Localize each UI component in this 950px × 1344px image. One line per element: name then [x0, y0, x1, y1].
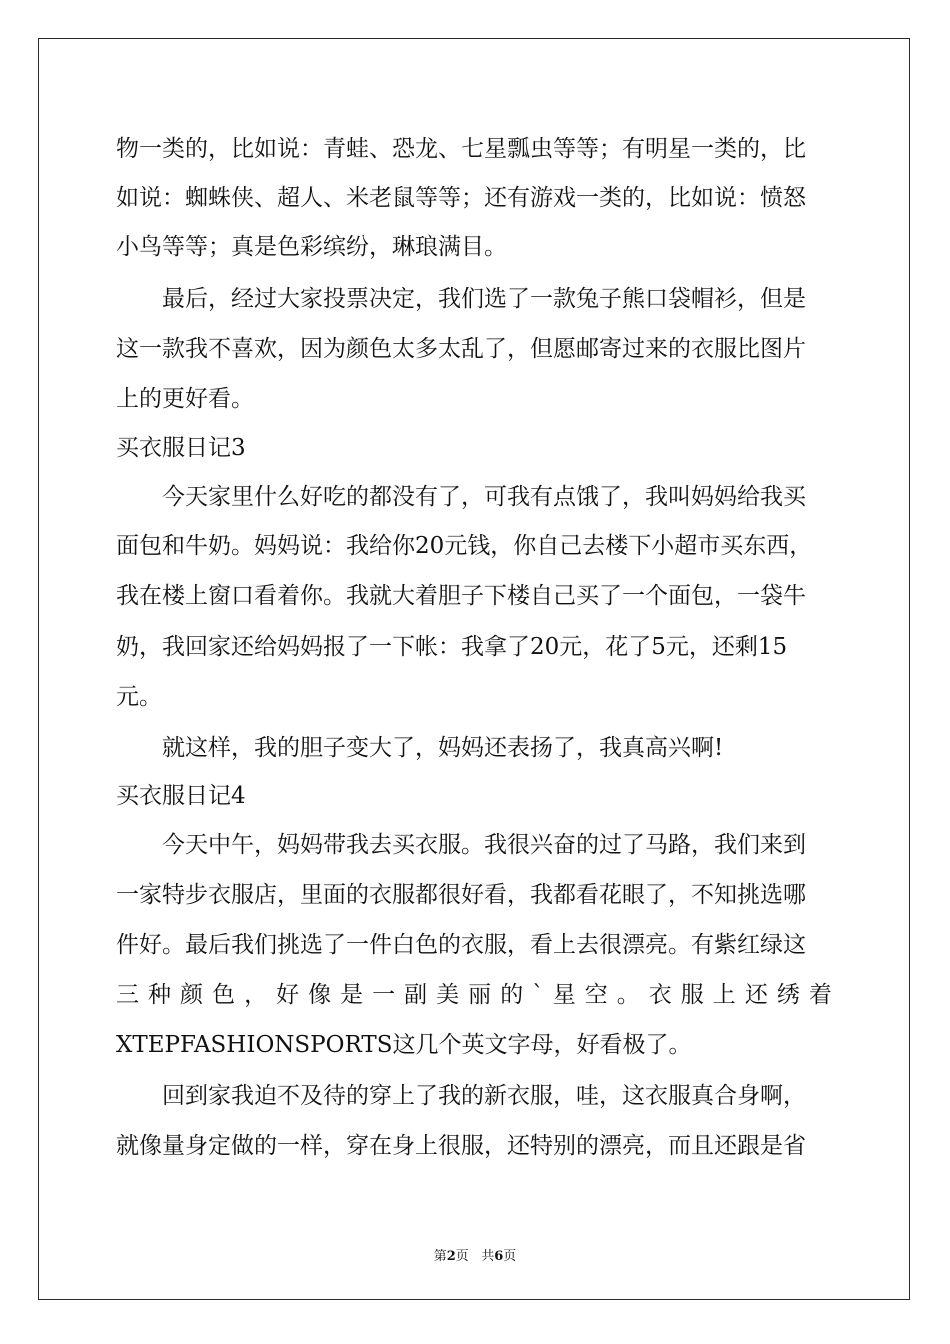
text-line: 我在楼上窗口看着你。我就大着胆子下楼自己买了一个面包，一袋牛	[116, 583, 806, 609]
text-char: 丽	[468, 982, 492, 1008]
text-char: 色	[212, 982, 236, 1008]
text-line: 就像量身定做的一样，穿在身上很服，还特别的漂亮，而且还跟是省	[116, 1133, 806, 1159]
justified-text-line	[116, 980, 832, 1010]
text-line: 元。	[116, 684, 162, 710]
text-line: 就这样，我的胆子变大了，妈妈还表扬了，我真高兴啊!	[116, 735, 724, 761]
text-char: 服	[680, 982, 704, 1008]
text-char: 副	[404, 982, 428, 1008]
text-line: 回到家我迫不及待的穿上了我的新衣服，哇，这衣服真合身啊，	[116, 1083, 806, 1109]
text-line: 件好。最后我们挑选了一件白色的衣服，看上去很漂亮。有紫红绿这	[116, 932, 806, 958]
text-line: 奶，我回家还给妈妈报了一下帐：我拿了20元，花了5元，还剩15	[116, 634, 788, 660]
text-line: XTEPFASHIONSPORTS这几个英文字母，好看极了。	[116, 1032, 692, 1058]
text-char: `	[532, 982, 544, 1008]
text-char: 着	[808, 982, 832, 1008]
text-char: 颜	[180, 982, 204, 1008]
text-char: 。	[616, 982, 640, 1008]
text-line: 最后，经过大家投票决定，我们选了一款兔子熊口袋帽衫，但是	[116, 286, 806, 312]
total-suffix: 页	[503, 1249, 517, 1264]
page-prefix: 第	[433, 1249, 447, 1264]
page-suffix: 页	[455, 1249, 469, 1264]
section-heading: 买衣服日记3	[116, 435, 246, 461]
text-char: 美	[436, 982, 460, 1008]
text-line: 如说：蜘蛛侠、超人、米老鼠等等；还有游戏一类的，比如说：愤怒	[116, 185, 806, 211]
text-char: 空	[584, 982, 608, 1008]
text-line: 面包和牛奶。妈妈说：我给你20元钱，你自己去楼下小超市买东西，	[116, 533, 813, 559]
text-line: 上的更好看。	[116, 386, 254, 412]
text-char: 好	[276, 982, 300, 1008]
text-line: 今天家里什么好吃的都没有了，可我有点饿了，我叫妈妈给我买	[116, 484, 806, 510]
text-char: 还	[744, 982, 768, 1008]
text-char: 种	[148, 982, 172, 1008]
page-number: 2	[446, 1249, 456, 1264]
text-char: 绣	[776, 982, 800, 1008]
total-pages: 6	[494, 1249, 504, 1264]
total-prefix: 共	[481, 1249, 495, 1264]
text-line: 物一类的，比如说：青蛙、恐龙、七星瓢虫等等；有明星一类的，比	[116, 136, 806, 162]
text-char: 上	[712, 982, 736, 1008]
text-line: 这一款我不喜欢，因为颜色太多太乱了，但愿邮寄过来的衣服比图片	[116, 336, 806, 362]
text-line: 小鸟等等；真是色彩缤纷，琳琅满目。	[116, 234, 507, 260]
section-heading: 买衣服日记4	[116, 783, 246, 809]
page-footer	[0, 1245, 950, 1264]
text-char: 的	[500, 982, 524, 1008]
text-char: ，	[244, 982, 268, 1008]
text-char: 衣	[648, 982, 672, 1008]
text-char: 三	[116, 982, 139, 1008]
text-char: 一	[372, 982, 396, 1008]
text-char: 星	[552, 982, 576, 1008]
text-char: 是	[340, 982, 364, 1008]
text-char: 像	[308, 982, 332, 1008]
text-line: 一家特步衣服店，里面的衣服都很好看，我都看花眼了，不知挑选哪	[116, 882, 806, 908]
text-line: 今天中午，妈妈带我去买衣服。我很兴奋的过了马路，我们来到	[116, 832, 806, 858]
